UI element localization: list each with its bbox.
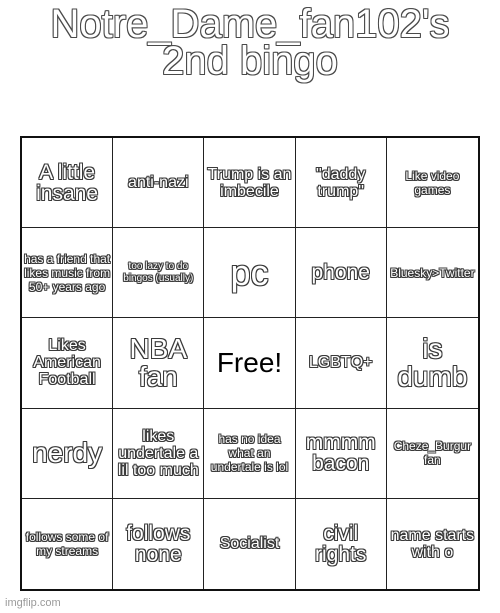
- title-line-2: 2nd bingo: [162, 39, 338, 83]
- free-space-cell: Free!: [204, 318, 295, 408]
- bingo-cell: has a friend that likes music from 50+ years ago: [22, 228, 113, 318]
- bingo-title: [0, 2, 500, 83]
- imgflip-watermark: imgflip.com: [5, 597, 61, 609]
- bingo-cell: follows some of my streams: [22, 499, 113, 589]
- bingo-cell: Trump is an imbecile: [204, 138, 295, 228]
- bingo-cell: A little insane: [22, 138, 113, 228]
- bingo-cell: Like video games: [387, 138, 478, 228]
- bingo-cell: LGBTQ+: [296, 318, 387, 408]
- bingo-cell: civil rights: [296, 499, 387, 589]
- bingo-cell: name starts with o: [390, 526, 475, 561]
- bingo-cell: Cheze_Burgur fan: [387, 409, 478, 499]
- bingo-cell: likes undertale a lil too much: [113, 409, 204, 499]
- bingo-cell: Likes American Football: [22, 318, 113, 408]
- bingo-cell: NBA fan: [113, 318, 204, 408]
- bingo-cell: Socialist: [204, 499, 295, 589]
- bingo-cell: mmmm bacon: [296, 409, 387, 499]
- bingo-cell: follows none: [113, 499, 204, 589]
- bingo-cell: pc: [204, 228, 295, 318]
- title-line-1: Notre_Dame_fan102's: [50, 2, 450, 46]
- bingo-cell: has no idea what an undertale is lol: [204, 409, 295, 499]
- bingo-cell: phone: [296, 228, 387, 318]
- bingo-cell: "daddy trump": [296, 138, 387, 228]
- bingo-cell: too lazy to do bingos (usually): [113, 228, 204, 318]
- bingo-cell: nerdy: [22, 409, 113, 499]
- bingo-board: [20, 136, 480, 591]
- bingo-cell: anti-nazi: [113, 138, 204, 228]
- bingo-cell: Bluesky>Twitter: [387, 228, 478, 318]
- bingo-cell: is dumb: [387, 318, 478, 408]
